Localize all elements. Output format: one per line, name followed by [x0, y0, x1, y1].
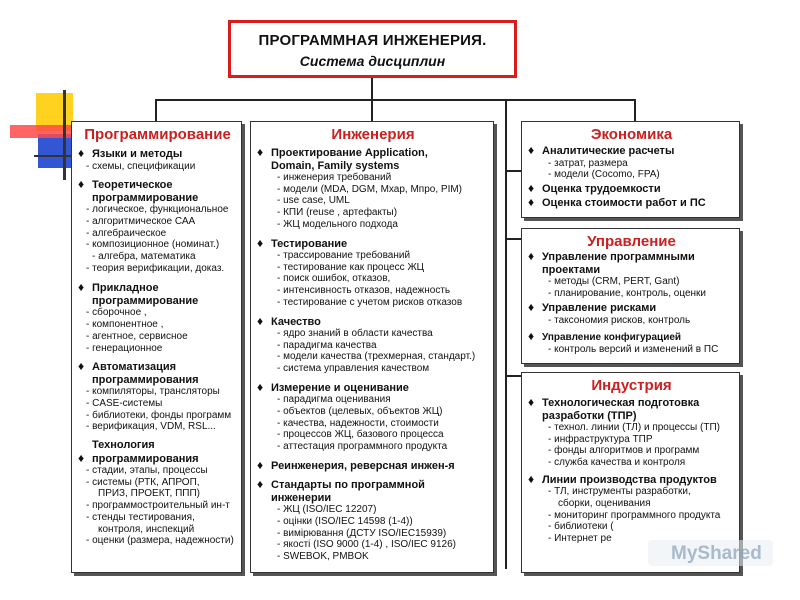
engineering-section-design: ♦ Проектирование Application, [257, 145, 428, 159]
list-item: - ТЛ, инструменты разработки, [548, 486, 691, 498]
programming-title: Программирование [84, 126, 231, 143]
list-item: - инженерия требований [277, 172, 392, 183]
list-item: - объектов (целевых, объектов ЖЦ) [277, 406, 443, 418]
connector-horizontal [155, 99, 635, 101]
list-item: - CASE-системы [86, 397, 163, 409]
list-item: - компиляторы, трансляторы [86, 386, 220, 398]
list-item: - библиотеки ( [548, 521, 614, 533]
connector-programming [155, 99, 157, 121]
industry-section-production-lines: ♦ Линии производства продуктов [528, 471, 717, 486]
list-item: - контроль версий и изменений в ПС [548, 344, 719, 356]
list-item: - модели качества (трехмерная, стандарт.) [277, 351, 476, 363]
diamond-bullet-icon: ♦ [257, 379, 264, 394]
list-item: - КПИ (reuse , артефакты) [277, 207, 398, 219]
list-item: - технол. линии (ТЛ) и процессы (ТП) [548, 422, 720, 433]
list-item: - схемы, спецификации [86, 160, 196, 172]
industry-section-preparation: ♦ Технологическая подготовка [528, 395, 700, 409]
connector-economics-side [505, 170, 521, 172]
programming-section-languages: ♦ Языки и методы [78, 146, 183, 160]
list-item: - теория верификации, доказ. [86, 262, 225, 274]
list-item: - алгебра, математика [92, 251, 196, 263]
list-item: - вимірювання (ДСТУ ISO/IEC15939) [277, 527, 447, 539]
list-item: - модели (MDA, DGM, Мхар, Мпро, PIM) [277, 183, 463, 195]
list-item: - библиотеки, фонды программ [86, 409, 232, 421]
list-item: - тестирование как процесс ЖЦ [277, 261, 425, 273]
diamond-bullet-icon: ♦ [78, 280, 85, 295]
list-item: - служба качества и контроля [548, 457, 686, 469]
economics-box [521, 121, 740, 218]
list-item: - система управления качеством [277, 363, 430, 375]
connector-industry [505, 375, 521, 377]
engineering-section-standards-line2: инженерии [271, 491, 332, 504]
engineering-section-standards: ♦ Стандарты по программной [257, 477, 425, 492]
list-item: - алгебраическое [86, 227, 167, 239]
programming-section-automation-line2: программирования [92, 373, 199, 386]
management-section-projects: ♦ Управление программными [528, 249, 695, 263]
list-item: - трассирование требований [277, 250, 411, 262]
list-item: - модели (Cocomo, FPA) [548, 169, 660, 181]
list-item: - композиционное (номинат.) [86, 239, 220, 251]
list-item: - системы (РТК, АПРОП, [86, 476, 200, 488]
list-item: - ЖЦ (ISO/IEC 12207) [277, 504, 377, 516]
diamond-bullet-icon: ♦ [528, 195, 535, 210]
programming-section-technology: Технология [92, 439, 155, 452]
connector-engineering [371, 99, 373, 121]
list-item: - планирование, контроль, оценки [548, 287, 707, 299]
watermark-text: MyShared [671, 543, 762, 564]
list-item: - верификация, VDM, RSL... [86, 421, 216, 433]
deco-red-bar [10, 125, 78, 138]
list-item: - качества, надежности, стоимости [277, 417, 439, 429]
list-item: - ядро знаний в области качества [277, 328, 433, 340]
industry-title: Индустрия [591, 377, 672, 394]
diamond-bullet-icon: ♦ [528, 249, 535, 263]
list-item: - оцінки (ISO/IEC 14598 (1-4)) [277, 516, 413, 528]
diamond-bullet-icon: ♦ [257, 235, 264, 250]
programming-section-technology-line2: ♦ программирования [78, 450, 199, 465]
programming-section-theoretical-line2: программирование [92, 191, 199, 204]
engineering-section-reengineering: ♦ Реинженерия, реверсная инжен-я [257, 457, 455, 472]
connector-management [505, 238, 521, 240]
list-item: - сборочное , [86, 307, 147, 319]
list-item: - парадигма качества [277, 339, 377, 351]
list-item: - мониторинг программного продукта [548, 509, 721, 521]
deco-vertical-line [63, 90, 66, 180]
diamond-bullet-icon: ♦ [528, 143, 535, 157]
list-item: - компонентное , [86, 319, 164, 331]
management-title: Управление [587, 233, 676, 250]
title-subtitle: Система дисциплин [299, 53, 446, 69]
engineering-box [250, 121, 494, 573]
list-item: - агентное, сервисное [86, 330, 188, 342]
management-box [521, 228, 740, 364]
engineering-section-design-line2: Domain, Family systems [271, 159, 400, 172]
list-item: - парадигма оценивания [277, 394, 391, 406]
list-item: - фонды алгоритмов и программ [548, 445, 700, 457]
programming-section-theoretical: ♦ Теоретическое [78, 177, 173, 192]
list-item: - якості (ISO 9000 (1-4) , ISO/IEC 9126) [277, 539, 456, 551]
list-item: - SWEBOK, PMBOK [277, 551, 369, 563]
list-item: - аттестация программного продукта [277, 441, 448, 453]
list-item: - алгоритмическое САА [86, 215, 196, 227]
list-item: - инфраструктура ТПР [548, 433, 653, 445]
industry-section-preparation-line2: разработки (ТПР) [542, 409, 637, 422]
programming-section-applied: ♦ Прикладное [78, 280, 159, 295]
programming-section-automation: ♦ Автоматизация [78, 359, 177, 374]
programming-section-applied-line2: программирование [92, 294, 199, 307]
diamond-bullet-icon: ♦ [528, 300, 535, 315]
diamond-bullet-icon: ♦ [257, 145, 264, 159]
diamond-bullet-icon: ♦ [78, 177, 85, 192]
deco-blue-square [38, 134, 75, 168]
diamond-bullet-icon: ♦ [257, 477, 264, 492]
engineering-title: Инженерия [331, 126, 415, 143]
list-item: ПРИЗ, ПРОЕКТ, ППП) [98, 488, 201, 500]
diamond-bullet-icon: ♦ [528, 395, 535, 409]
list-item: - таксономия рисков, контроль [548, 314, 691, 326]
list-item: - процессов ЖЦ, базового процесса [277, 429, 444, 441]
list-item: - стадии, этапы, процессы [86, 465, 208, 477]
engineering-section-testing: ♦ Тестирование [257, 235, 348, 250]
diamond-bullet-icon: ♦ [528, 328, 535, 343]
economics-section-labor: ♦ Оценка трудоемкости [528, 180, 661, 195]
programming-box [71, 121, 242, 573]
diamond-bullet-icon: ♦ [78, 359, 85, 374]
engineering-section-quality: ♦ Качество [257, 313, 321, 328]
list-item: контроля, инспекций [98, 523, 195, 535]
diamond-bullet-icon: ♦ [78, 146, 85, 160]
management-section-configuration: ♦ Управление конфигурацией [528, 328, 682, 343]
list-item: - оценки (размера, надежности) [86, 535, 234, 547]
list-item: - тестирование с учетом рисков отказов [277, 296, 463, 308]
title-main: ПРОГРАММНАЯ ИНЖЕНЕРИЯ. [258, 32, 487, 49]
connector-economics [634, 99, 636, 121]
list-item: - интенсивность отказов, надежность [277, 285, 451, 297]
title-box [228, 20, 517, 78]
list-item: - стенды тестирования, [86, 511, 195, 523]
diamond-bullet-icon: ♦ [78, 450, 85, 465]
economics-title: Экономика [590, 126, 673, 143]
diamond-bullet-icon: ♦ [257, 457, 264, 472]
list-item: - Интернет ре [548, 533, 612, 545]
management-section-risks: ♦ Управление рисками [528, 300, 657, 315]
economics-section-analysis: ♦ Аналитические расчеты [528, 143, 675, 157]
list-item: - методы (CRM, PERT, Gant) [548, 276, 680, 287]
list-item: - ЖЦ модельного подхода [277, 218, 398, 230]
list-item: - use case, UML [277, 195, 350, 207]
list-item: - программостроительный ин-т [86, 500, 230, 512]
diamond-bullet-icon: ♦ [257, 313, 264, 328]
list-item: - поиск ошибок, отказов, [277, 273, 391, 285]
diamond-bullet-icon: ♦ [528, 180, 535, 195]
list-item: - генерационное [86, 342, 163, 354]
engineering-section-measurement: ♦ Измерение и оценивание [257, 379, 409, 394]
economics-section-cost: ♦ Оценка стоимости работ и ПС [528, 195, 706, 210]
list-item: сборки, оценивания [558, 498, 651, 510]
diamond-bullet-icon: ♦ [528, 471, 535, 486]
management-section-projects-line2: проектами [542, 263, 601, 276]
connector-trunk [371, 78, 373, 100]
list-item: - логическое, функциональное [86, 204, 229, 216]
list-item: - затрат, размера [548, 157, 628, 169]
